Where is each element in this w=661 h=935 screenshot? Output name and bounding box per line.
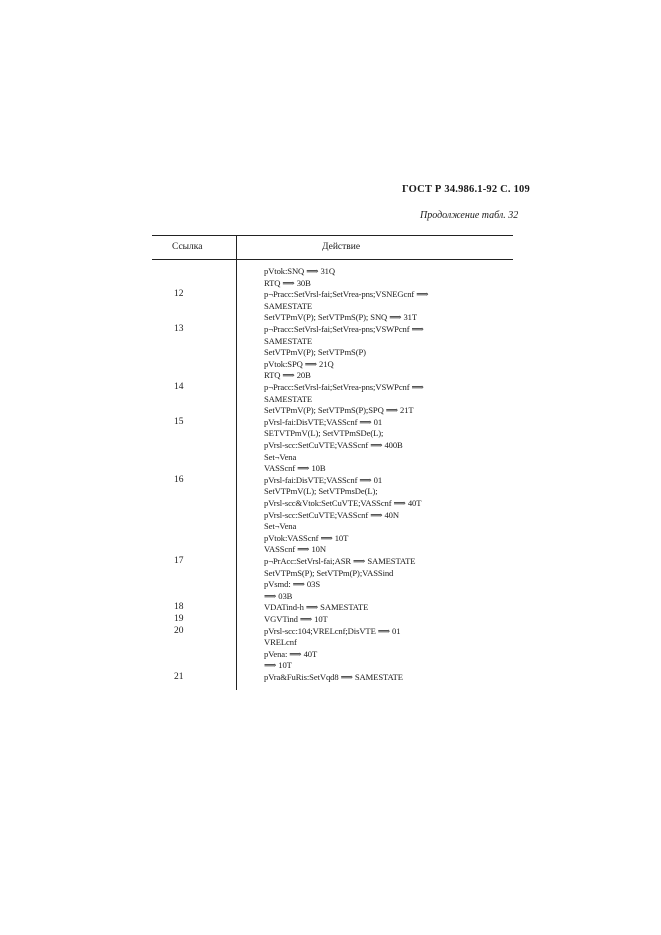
row-action-line: p¬Pracc:SetVrsl-fai;SetVrea-pns;VSWPcnf ⟹ (264, 382, 424, 392)
row-action-line: VASScnf ⟹ 10N (264, 544, 326, 555)
row-action-line: SAMESTATE (264, 335, 313, 346)
row-action-line: p¬Pracc:SetVrsl-fai;SetVrea-pns;VSNEGcnf ⟹ (264, 289, 429, 300)
row-action-line: SAMESTATE (264, 393, 313, 404)
row-ref: 17 (174, 556, 184, 566)
row-action-line: pVra&FuRis:SetVqd8 ⟹ SAMESTATE (264, 672, 403, 682)
column-header-action: Действие (322, 242, 361, 252)
row-action-line: SetVTPmV(L); SetVTPmsDe(L); (264, 486, 378, 497)
row-action-line: pVsmd: ⟹ 03S (264, 579, 321, 590)
row-ref: 14 (174, 382, 184, 392)
row-action-line: p¬PrAcc:SetVrsl-fai;ASR ⟹ SAMESTATE (264, 556, 416, 566)
row-action-line: ⟹ 03B (264, 590, 293, 601)
row-ref: 21 (174, 672, 184, 682)
row-action-line: SetVTPmV(P); SetVTPmS(P) (264, 347, 366, 358)
table-header-rule (152, 259, 513, 260)
row-action-line: SETVTPmV(L); SetVTPmSDe(L); (264, 428, 384, 439)
row-ref: 12 (174, 289, 184, 300)
row-action-line: pVtok:SNQ ⟹ 31Q (264, 266, 335, 276)
row-action-line: pVrsl-scc:SetCuVTE;VASScnf ⟹ 400B (264, 440, 403, 450)
row-ref: 16 (174, 474, 184, 485)
row-action-line: RTQ ⟹ 30B (264, 277, 311, 288)
row-action-line: ⟹ 10T (264, 660, 292, 671)
table-top-rule (152, 235, 513, 236)
row-action-line: VRELcnf (264, 637, 297, 648)
row-action-line: pVtok:VASScnf ⟹ 10T (264, 532, 349, 543)
row-action-line: Set¬Vena (264, 451, 297, 462)
row-action-line: pVtok:SPQ ⟹ 21Q (264, 358, 334, 369)
row-ref: 18 (174, 602, 184, 613)
row-action-line: pVrsl-fai:DisVTE;VASScnf ⟹ 01 (264, 416, 383, 427)
row-action-line: VGVTind ⟹ 10T (264, 614, 328, 624)
table-column-divider (236, 235, 237, 690)
row-action-line: pVrsl-scc&Vtok:SetCuVTE;VASScnf ⟹ 40T (264, 498, 422, 508)
column-header-ref: Ссылка (172, 242, 203, 252)
row-ref: 15 (174, 416, 184, 427)
row-action-line: pVrsl-scc:104;VRELcnf;DisVTE ⟹ 01 (264, 625, 401, 636)
row-action-line: SetVTPmV(P); SetVTPmS(P); SNQ ⟹ 31T (264, 312, 418, 323)
row-action-line: SetVTPmS(P); SetVTPm(P);VASSind (264, 567, 394, 578)
row-action-line: VASScnf ⟹ 10B (264, 463, 326, 474)
row-action-line: RTQ ⟹ 20B (264, 370, 311, 381)
table-continuation-label: Продолжение табл. 32 (420, 210, 519, 221)
row-ref: 13 (174, 324, 184, 334)
row-action-line: Set¬Vena (264, 521, 297, 532)
row-ref: 19 (174, 614, 184, 624)
row-action-line: p¬Pracc:SetVrsl-fai;SetVrea-pns;VSWPcnf ⟹ (264, 324, 424, 334)
page-header: ГОСТ Р 34.986.1-92 С. 109 (402, 184, 530, 195)
row-action-line: VDATind-h ⟹ SAMESTATE (264, 602, 369, 613)
row-action-line: SAMESTATE (264, 300, 313, 311)
row-action-line: pVrsl-fai:DisVTE;VASScnf ⟹ 01 (264, 474, 383, 485)
row-action-line: pVrsl-scc:SetCuVTE;VASScnf ⟹ 40N (264, 509, 399, 520)
row-action-line: pVena: ⟹ 40T (264, 648, 318, 659)
row-action-line: SetVTPmV(P); SetVTPmS(P);SPQ ⟹ 21T (264, 405, 414, 416)
row-ref: 20 (174, 625, 184, 636)
